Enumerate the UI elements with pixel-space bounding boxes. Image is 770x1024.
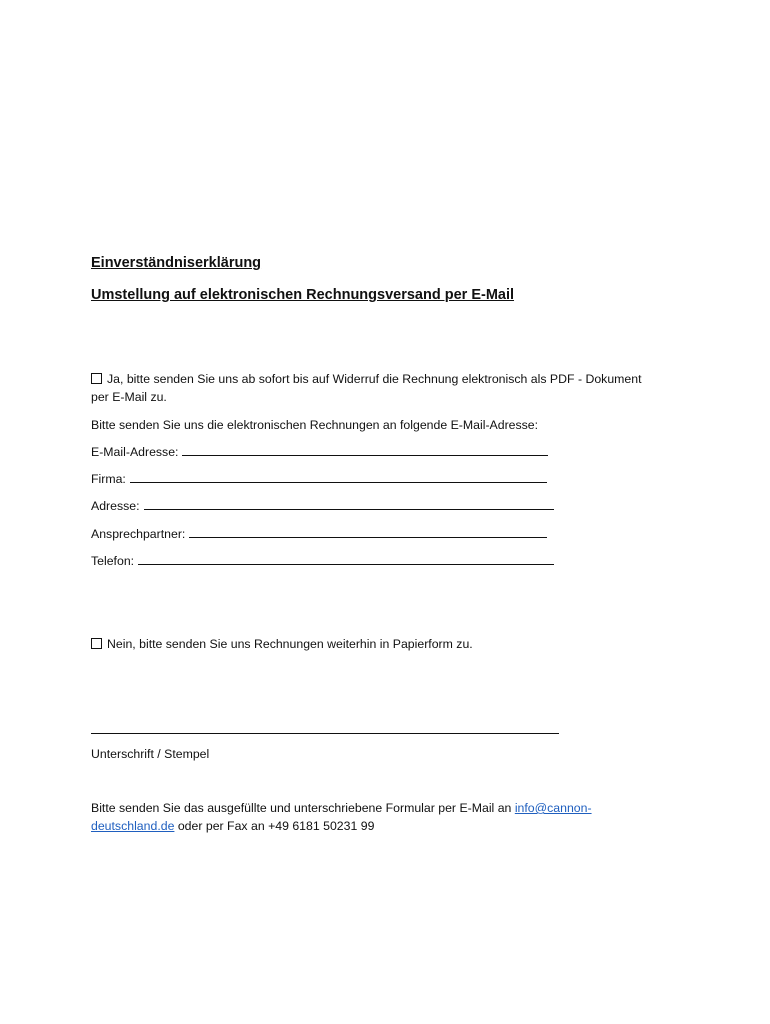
address-field[interactable] (144, 498, 554, 510)
company-field-label: Firma: (91, 472, 126, 486)
email-field[interactable] (182, 444, 548, 456)
contact-field-row (91, 526, 547, 542)
option-no-line (91, 636, 473, 652)
document-heading: Einverständniserklärung (91, 255, 262, 271)
document-subheading: Umstellung auf elektronischen Rechnungsversand per E-Mail (91, 287, 515, 303)
email-field-label: E-Mail-Adresse: (91, 445, 179, 459)
instruction-text: Bitte senden Sie uns die elektronischen Rechnungen an folgende E-Mail-Adresse: (91, 418, 539, 432)
option-yes-text: Ja, bitte senden Sie uns ab sofort bis auf Widerruf die Rechnung elektronisch als PDF - Dokument (107, 372, 642, 386)
footer-prefix: Bitte senden Sie das ausgefüllte und unterschriebene Formular per E-Mail an (91, 801, 512, 815)
no-checkbox[interactable] (91, 638, 102, 649)
company-field-row (91, 471, 547, 487)
footer-suffix: oder per Fax an +49 6181 50231 99 (177, 819, 375, 833)
phone-field[interactable] (138, 553, 554, 565)
option-yes-line1 (91, 371, 642, 387)
yes-checkbox[interactable] (91, 373, 102, 384)
email-field-row (91, 444, 548, 460)
option-no-text: Nein, bitte senden Sie uns Rechnungen weiterhin in Papierform zu. (107, 637, 473, 651)
phone-field-label: Telefon: (91, 554, 135, 568)
email-link-part1[interactable]: info@cannon- (514, 801, 592, 815)
contact-field-label: Ansprechpartner: (91, 527, 186, 541)
signature-label: Unterschrift / Stempel (91, 747, 210, 761)
footer-line2 (91, 818, 374, 834)
email-link-part2[interactable]: deutschland.de (91, 819, 175, 833)
company-field[interactable] (130, 471, 547, 483)
address-field-label: Adresse: (91, 499, 140, 513)
footer-line1 (91, 800, 592, 816)
signature-line[interactable] (91, 733, 559, 734)
address-field-row (91, 498, 554, 514)
contact-field[interactable] (189, 526, 547, 538)
phone-field-row (91, 553, 554, 569)
option-yes-line2: per E-Mail zu. (91, 390, 167, 404)
